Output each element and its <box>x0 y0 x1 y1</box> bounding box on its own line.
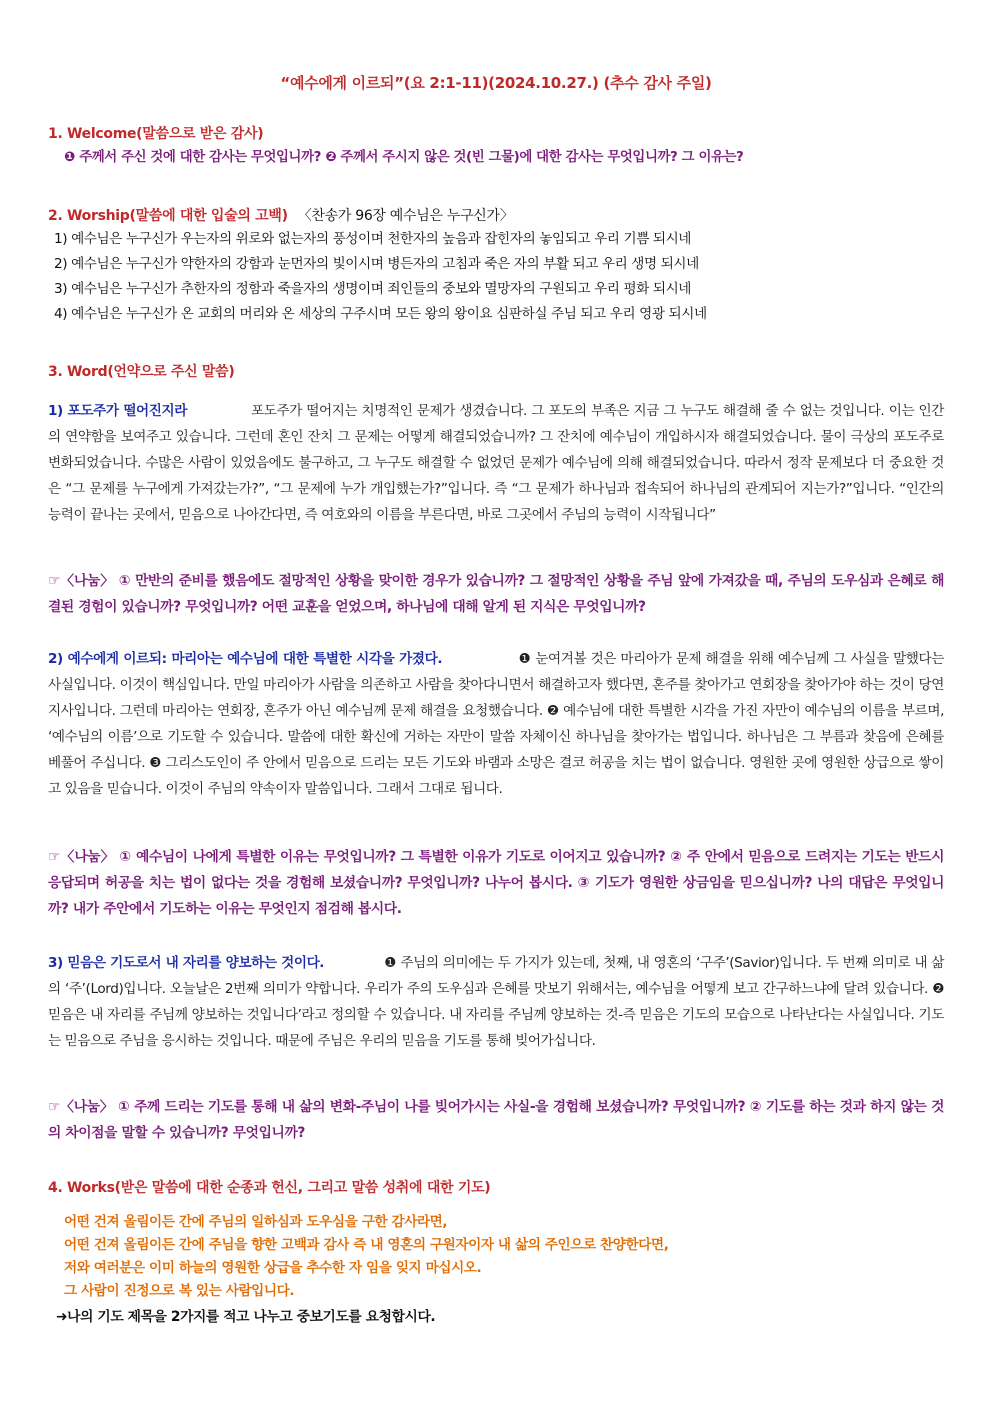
works-line-1: 어떤 건져 올림이든 간에 주님의 일하심과 도우심을 구한 감사라면, <box>64 1214 448 1230</box>
hymn-verse-1: 1) 예수님은 누구신가 우는자의 위로와 없는자의 풍성이며 천한자의 높음과 잡힌자의 놓임되고 우리 기쁨 되시네 <box>54 231 692 247</box>
hymn-verse-3: 3) 예수님은 누구신가 추한자의 정함과 죽을자의 생명이며 죄인들의 중보와 멸망자의 구원되고 우리 평화 되시네 <box>54 281 692 297</box>
word-point-1 <box>48 398 944 528</box>
section-3-heading: 3. Word(언약으로 주신 말씀) <box>48 364 235 380</box>
page-title <box>0 72 992 93</box>
word-point-1-lead: 1) 포도주가 떨어진지라 <box>48 403 187 419</box>
share-question-3: ☞〈나눔〉 ① 주께 드리는 기도를 통해 내 삶의 변화-주님이 나를 빚어가시는 사실-을 경험해 보셨습니까? 무엇입니까? ② 기도를 하는 것과 하지 않는 것의 차이점을 말할 수 있습니까? 무엇입니까? <box>48 1099 944 1141</box>
word-point-2 <box>48 646 944 802</box>
works-line-4: 그 사람이 진정으로 복 있는 사람입니다. <box>64 1283 295 1299</box>
works-line-2: 어떤 건져 올림이든 간에 주님을 향한 고백과 감사 즉 내 영혼의 구원자이자 내 삶의 주인으로 찬양한다면, <box>64 1237 669 1253</box>
title-main: “예수에게 이르되” <box>280 74 404 92</box>
section-1-question: ❶ 주께서 주신 것에 대한 감사는 무엇입니까? ❷ 주께서 주시지 않은 것(빈 그물)에 대한 감사는 무엇입니까? 그 이유는? <box>64 150 744 165</box>
hymn-reference: 〈찬송가 96장 예수님은 누구신가〉 <box>297 208 514 224</box>
works-line-3: 저와 여러분은 이미 하늘의 영원한 상급을 추수한 자 임을 잊지 마십시오. <box>64 1260 482 1276</box>
section-1-heading: 1. Welcome(말씀으로 받은 감사) <box>48 126 264 142</box>
word-point-2-body: ❶ 눈여겨볼 것은 마리아가 문제 해결을 위해 예수님께 그 사실을 말했다는 사실입니다. 이것이 핵심입니다. 만일 마리아가 사람을 의존하고 사람을 찾아다니면서 해결하고자 했다면, 혼주를 찾아가고 연회장을 찾아가야 하는 것이 당연지사입니다. 그런데 마리아는 연회장, 혼주가 아닌 예수님께 문제 해결을 요청했습니다. ❷ 예수님에 대한 특별한 시각을 가진 자만이 예수님의 이름을 부르며, ‘예수님의 이름’으로 기도할 수 있습니다. 말씀에 대한 확신에 거하는 자만이 말씀 자체이신 하나님을 찾아가는 법입니다. 하나님은 그 부름과 찾음에 은혜를 베풀어 주십니다. ❸ 그리스도인이 주 안에서 믿음으로 드리는 모든 기도와 바램과 소망은 결코 허공을 치는 법이 없습니다. 영원한 곳에 영원한 상급으로 쌓이고 있음을 믿습니다. 이것이 주님의 약속이자 말씀입니다. 그래서 그대로 됩니다. <box>48 651 944 797</box>
word-point-1-body: 포도주가 떨어지는 치명적인 문제가 생겼습니다. 그 포도의 부족은 지금 그 누구도 해결해 줄 수 없는 것입니다. 이는 인간의 연약함을 보여주고 있습니다. 그런데 혼인 잔치 그 문제는 어떻게 해결되었습니까? 그 잔치에 예수님이 개입하시자 해결되었습니다. 물이 극상의 포도주로 변화되었습니다. 수많은 사람이 있었음에도 불구하고, 그 누구도 해결할 수 없었던 문제가 예수님에 의해 해결되었습니다. 따라서 정작 문제보다 더 중요한 것은 “그 문제를 누구에게 가져갔는가?”, “그 문제에 누가 개입했는가?”입니다. 즉 “그 문제가 하나님과 접속되어 하나님의 관계되어 지는가?”입니다. “인간의 능력이 끝나는 곳에서, 믿음으로 나아간다면, 즉 여호와의 이름을 부른다면, 바로 그곳에서 주님의 능력이 시작됩니다” <box>48 403 944 523</box>
section-2-heading <box>48 205 513 225</box>
hymn-verse-2: 2) 예수님은 누구신가 약한자의 강함과 눈먼자의 빛이시며 병든자의 고침과 죽은 자의 부활 되고 우리 생명 되시네 <box>54 256 699 272</box>
prayer-request: ➜나의 기도 제목을 2가지를 적고 나누고 중보기도를 요청합시다. <box>56 1309 436 1325</box>
word-point-3 <box>48 950 944 1054</box>
word-point-2-lead: 2) 예수에게 이르되: 마리아는 예수님에 대한 특별한 시각을 가졌다. <box>48 651 443 667</box>
section-4-heading: 4. Works(받은 말씀에 대한 순종과 헌신, 그리고 말씀 성취에 대한 기도) <box>48 1180 491 1196</box>
word-point-3-lead: 3) 믿음은 기도로서 내 자리를 양보하는 것이다. <box>48 955 325 971</box>
hymn-verse-4: 4) 예수님은 누구신가 온 교회의 머리와 온 세상의 구주시며 모든 왕의 왕이요 심판하실 주님 되고 우리 영광 되시네 <box>54 306 707 322</box>
share-question-2: ☞〈나눔〉 ① 예수님이 나에게 특별한 이유는 무엇입니까? 그 특별한 이유가 기도로 이어지고 있습니까? ② 주 안에서 믿음으로 드려지는 기도는 반드시 응답되며 허공을 치는 법이 없다는 것을 경험해 보셨습니까? 무엇입니까? 나누어 봅시다. ③ 기도가 영원한 상금임을 믿으십니까? 나의 대답은 무엇입니까? 내가 주안에서 기도하는 이유는 무엇인지 점검해 봅시다. <box>48 849 944 917</box>
share-question-1: ☞〈나눔〉 ① 만반의 준비를 했음에도 절망적인 상황을 맞이한 경우가 있습니까? 그 절망적인 상황을 주님 앞에 가져갔을 때, 주님의 도우심과 은혜로 해결된 경험이 있습니까? 무엇입니까? 어떤 교훈을 얻었으며, 하나님에 대해 알게 된 지식은 무엇입니까? <box>48 573 944 615</box>
title-reference: (요 2:1-11)(2024.10.27.) (추수 감사 주일) <box>403 74 712 92</box>
word-point-3-body: ❶ 주님의 의미에는 두 가지가 있는데, 첫째, 내 영혼의 ‘구주’(Savior)입니다. 두 번째 의미로 내 삶의 ‘주’(Lord)입니다. 오늘날은 2번째 의미가 약합니다. 우리가 주의 도우심과 은혜를 맛보기 위해서는, 예수님을 어떻게 보고 간구하느냐에 달려 있습니다. ❷ 믿음은 내 자리를 주님께 양보하는 것입니다’라고 정의할 수 있습니다. 내 자리를 주님께 양보하는 것-즉 믿음은 기도의 모습으로 나타난다는 사실입니다. 기도는 믿음으로 주님을 응시하는 것입니다. 때문에 주님은 우리의 믿음을 기도를 통해 빚어가십니다. <box>48 955 944 1049</box>
section-2-title: 2. Worship(말씀에 대한 입술의 고백) <box>48 208 288 224</box>
